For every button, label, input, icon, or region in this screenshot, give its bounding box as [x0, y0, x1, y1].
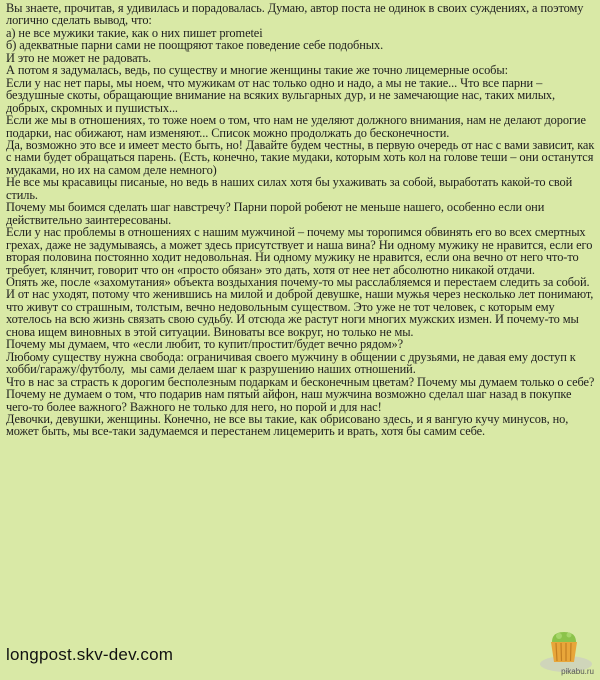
paragraph-10: Почему мы боимся сделать шаг навстречу? Парни порой робеют не меньше нашего, особенно если они действительно заинтересованы. [6, 200, 548, 227]
paragraph-4: И это не может не радовать. [6, 50, 152, 65]
paragraph-5: А потом я задумалась, ведь, по существу и многие женщины такие же точно лицемерные особы: [6, 63, 508, 78]
paragraph-8: Да, возможно это все и имеет место быть, но! Давайте будем честны, в первую очередь от нас с вами зависит, как с нами будет обращаться парень. (Есть, конечно, такие мудаки, которым хоть кол на голове теши – они останутся мудаками, но их на самом деле немного) [6, 137, 598, 177]
watermark: longpost.skv-dev.com [6, 645, 174, 664]
paragraph-13: Почему мы думаем, что «если любит, то купит/простит/будет вечно рядом»? [6, 337, 404, 352]
paragraph-2: а) не все мужики такие, как о них пишет prometei [6, 25, 263, 40]
paragraph-12: Опять же, после «захомутания» объекта воздыхания почему-то мы расслабляемся и перестаем следить за собой. И от нас уходят, потому что женившись на милой и доброй девушке, наши мужья через несколько лет понимают, что живут со страшным, толстым, вечно недовольным существом. Это уже не тот человек, с которым ему хотелось на всю жизнь связать свою судьбу. И отсюда же растут ноги многих мужских измен. И почему-то мы снова ищем виновных в этой ситуации. Виноваты все вокруг, но только не мы. [6, 274, 597, 339]
paragraph-11: Если у нас проблемы в отношениях с нашим мужчиной – почему мы торопимся обвинять его во всех смертных грехах, даже не задумываясь, а может здесь присутствует и наша вина? Ни одному мужику не нравится, если его вторая половина постоянно ходит недовольная. Ни одному мужику не нравится, если она вечно от него что-то требует, клянчит, говорит что он «просто обязан» это дать, хотя от нее нет абсолютно никакой отдачи. [6, 225, 596, 277]
paragraph-3: б) адекватные парни сами не поощряют такое поведение себе подобных. [6, 38, 384, 53]
post-text [6, 2, 596, 438]
paragraph-14: Любому существу нужна свобода: ограничивая своего мужчину в общении с друзьями, не давая ему доступ к хобби/гаражу/футболу, мы сами делаем шаг к разрушению наших отношений. [6, 349, 579, 377]
paragraph-7: Если же мы в отношениях, то тоже ноем о том, что нам не уделяют должного внимания, нам не делают дорогие подарки, нас обижают, нам изменяют... Список можно продолжать до бесконечности. [6, 113, 589, 140]
paragraph-16: Девочки, девушки, женщины. Конечно, не все вы такие, как обрисовано здесь, и я вангую кучу минусов, но, может быть, мы все-таки задумаемся и перестанем лицемерить и врать, хотя бы самим себе. [6, 411, 572, 439]
paragraph-9: Не все мы красавицы писаные, но ведь в наших силах хотя бы ухаживать за собой, выработать какой-то свой стиль. [6, 175, 576, 202]
logo-text: pikabu.ru [561, 667, 594, 676]
paragraph-6: Если у нас нет пары, мы ноем, что мужикам от нас только одно и надо, а мы не такие... Что все парни – бездушные скоты, обращающие внимание на всяких вульгарных дур, и не замечающие нас, таких милых, добрых, скромных и пушистых... [6, 75, 559, 115]
paragraph-15: Что в нас за страсть к дорогим бесполезным подаркам и бесконечным цветам? Почему мы думаем только о себе? Почему не думаем о том, что подарив нам пятый айфон, наш мужчина возможно сделал шаг назад в покупке чего-то более важного? Важного не только для него, но порой и для нас! [6, 374, 598, 414]
paragraph-1: Вы знаете, прочитав, я удивилась и порадовалась. Думаю, автор поста не одинок в своих суждениях, а поэтому логично сделать вывод, что: [6, 1, 587, 28]
